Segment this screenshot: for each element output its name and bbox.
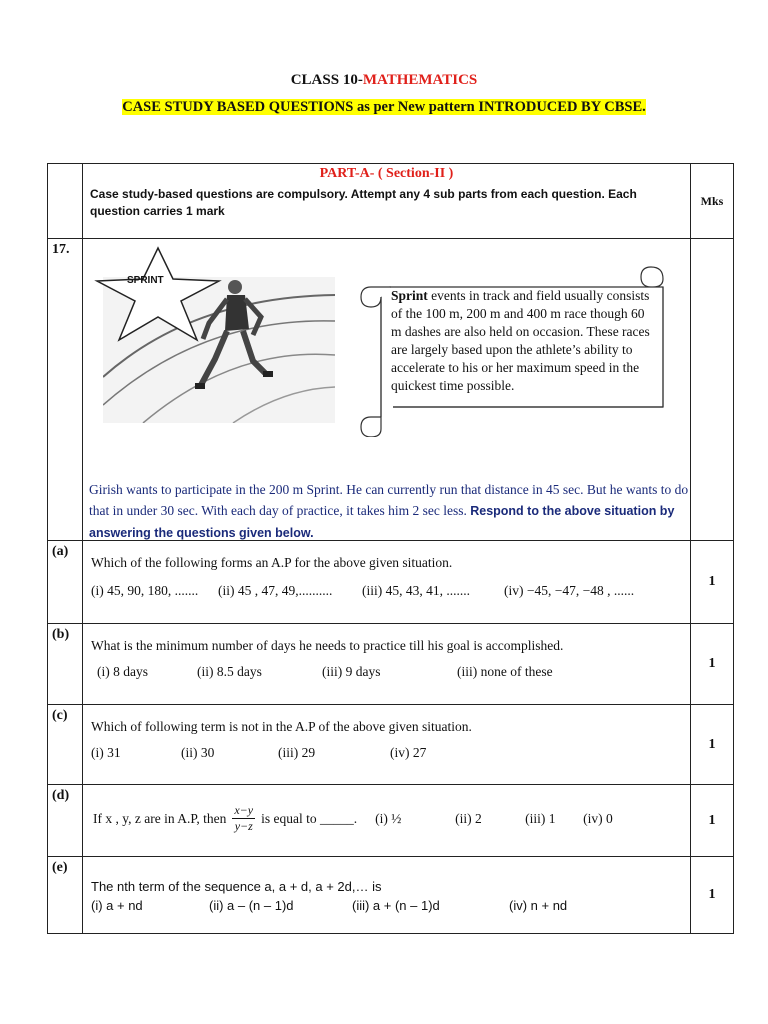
marks-value: 1 xyxy=(691,785,734,857)
option: (ii) 30 xyxy=(181,745,215,760)
title-class: CLASS 10- xyxy=(290,72,363,88)
question-text: The nth term of the sequence a, a + d, a + 2d,… is xyxy=(91,879,382,894)
question-row-e xyxy=(48,857,734,934)
question-label: (d) xyxy=(48,785,83,857)
case-marks-cell xyxy=(691,239,734,541)
marks-value: 1 xyxy=(691,541,734,624)
case-number: 17. xyxy=(48,239,83,541)
marks-column-label: Mks xyxy=(691,164,734,239)
scroll-text-bold: Sprint xyxy=(391,288,428,303)
option: (ii) 45 , 47, 49,.......... xyxy=(218,583,333,598)
option: (ii) a – (n – 1)d xyxy=(209,898,294,913)
fraction-denominator: y−z xyxy=(234,819,253,833)
fraction-numerator: x−y xyxy=(234,803,254,817)
option: (ii) 2 xyxy=(455,810,482,826)
scroll-text xyxy=(391,287,651,395)
title-subject: MATHEMATICS xyxy=(362,72,478,88)
question-e xyxy=(83,857,691,934)
question-text: Which of following term is not in the A.P of the above given situation. xyxy=(91,719,472,734)
part-heading: PART-A- ( Section-II ) xyxy=(319,166,454,181)
option: (iii) 45, 43, 41, ....... xyxy=(362,583,470,598)
marks-value: 1 xyxy=(691,624,734,705)
options xyxy=(91,583,684,599)
fraction xyxy=(232,803,255,834)
case-study xyxy=(83,239,690,539)
option: (i) ½ xyxy=(375,810,402,826)
option: (i) 8 days xyxy=(97,664,148,679)
option: (iv) n + nd xyxy=(509,898,568,913)
option: (i) 31 xyxy=(91,745,121,760)
scroll-text-body: events in track and field usually consists of the 100 m, 200 m and 400 m race though 60 m dashes are also held on occasion. These races are largely based upon the athlete’s ability to accelerate to his or her maximum speed in the quickest time possible. xyxy=(391,288,650,393)
question-text-after: is equal to _____. xyxy=(261,810,358,826)
page-title xyxy=(0,72,768,89)
option: (iii) 1 xyxy=(525,810,556,826)
question-label: (c) xyxy=(48,705,83,785)
case-cell xyxy=(83,239,691,541)
table-header-row xyxy=(48,164,734,239)
question-table xyxy=(47,163,734,934)
question-row-b xyxy=(48,624,734,705)
option: (iv) 0 xyxy=(583,810,613,826)
subtitle-highlight: CASE STUDY BASED QUESTIONS as per New pattern INTRODUCED BY CBSE. xyxy=(122,99,646,115)
question-b xyxy=(83,624,691,705)
header-main-cell xyxy=(83,164,691,239)
option: (iii) none of these xyxy=(457,664,553,679)
marks-value: 1 xyxy=(691,857,734,934)
option: (iii) 9 days xyxy=(322,664,381,679)
options xyxy=(91,745,684,761)
page-subtitle xyxy=(0,99,768,116)
option: (iii) a + (n – 1)d xyxy=(352,898,440,913)
question-a xyxy=(83,541,691,624)
question-row-d xyxy=(48,785,734,857)
case-row xyxy=(48,239,734,541)
question-label: (a) xyxy=(48,541,83,624)
option: (i) 45, 90, 180, ....... xyxy=(91,583,199,598)
question-text-row xyxy=(91,803,684,834)
question-label: (b) xyxy=(48,624,83,705)
option: (iv) −45, −47, −48 , ...... xyxy=(504,583,635,598)
question-c xyxy=(83,705,691,785)
instructions: Case study-based questions are compulsory. Attempt any 4 sub parts from each question. Each question carries 1 mark xyxy=(90,187,637,218)
options xyxy=(91,898,684,913)
question-row-c xyxy=(48,705,734,785)
header-empty-cell xyxy=(48,164,83,239)
question-label: (e) xyxy=(48,857,83,934)
marks-value: 1 xyxy=(691,705,734,785)
story-text: Girish wants to participate in the 200 m Sprint. He can currently run that distance in 45 sec. But he wants to do that in under 30 sec. With each day of practice, it takes him 2 sec less. xyxy=(89,482,689,518)
option: (iv) 27 xyxy=(390,745,427,760)
sprint-badge: SPRINT xyxy=(127,275,164,286)
question-text: What is the minimum number of days he needs to practice till his goal is accomplished. xyxy=(91,638,564,653)
question-d xyxy=(83,785,691,857)
case-story xyxy=(89,479,689,544)
question-text: Which of the following forms an A.P for the above given situation. xyxy=(91,555,453,570)
story-instruction: Respond to the above situation by answering the questions given below. xyxy=(89,504,675,540)
question-text: If x , y, z are in A.P, then xyxy=(93,810,227,826)
options xyxy=(91,664,684,680)
option: (i) a + nd xyxy=(91,898,143,913)
option: (iii) 29 xyxy=(278,745,316,760)
option: (ii) 8.5 days xyxy=(197,664,262,679)
question-row-a xyxy=(48,541,734,624)
sprint-star-icon xyxy=(93,245,223,343)
